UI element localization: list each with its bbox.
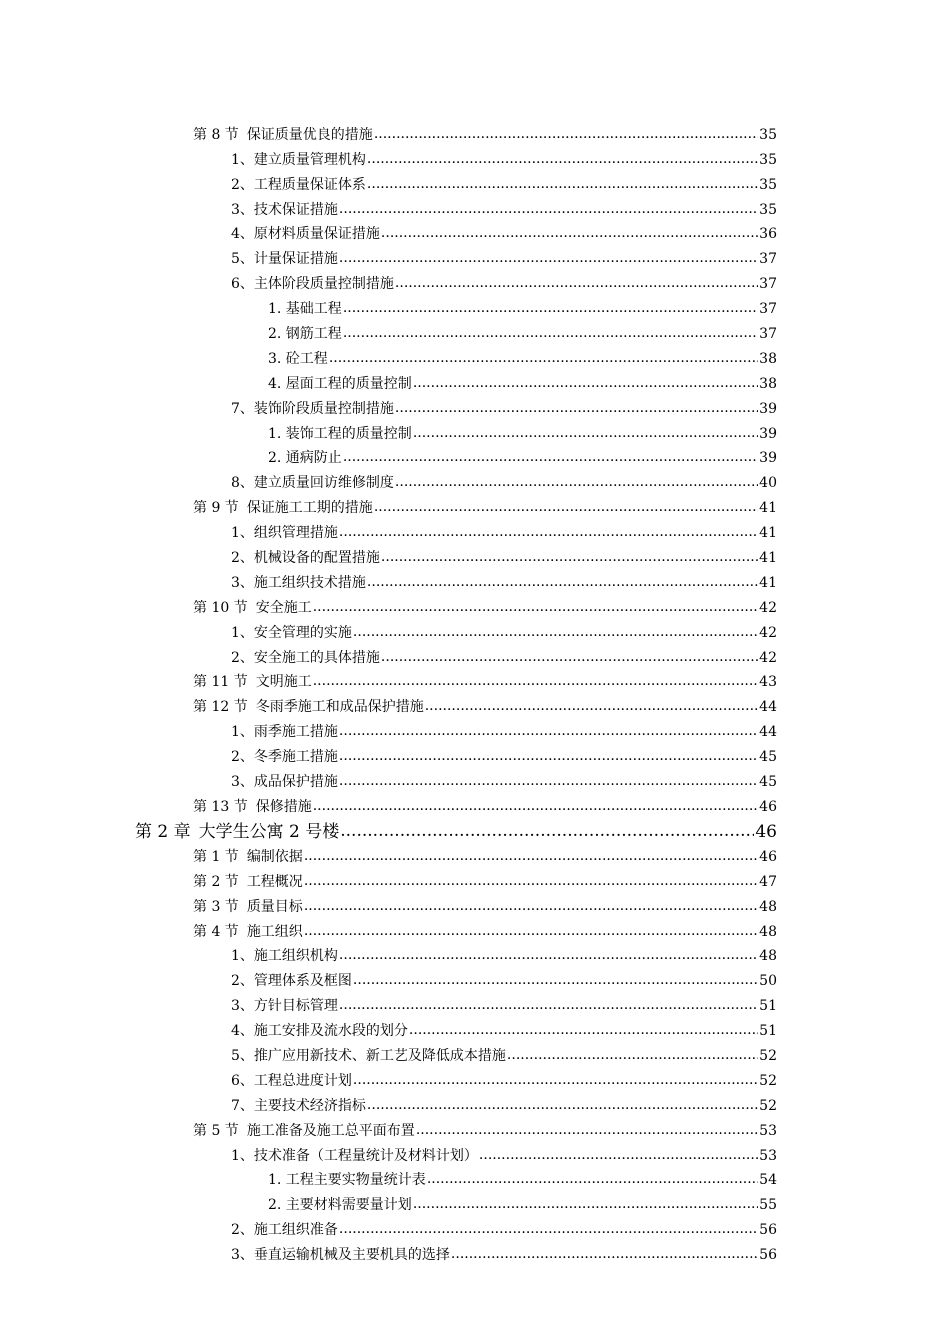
toc-entry-page-number: 37 — [759, 326, 777, 343]
toc-entry-title: 主要技术经济指标 — [253, 1097, 366, 1114]
toc-entry-page-number: 55 — [759, 1197, 777, 1214]
toc-entry[interactable] — [0, 1116, 950, 1141]
toc-entry-number: 3、 — [231, 1247, 254, 1264]
toc-entry[interactable] — [0, 643, 950, 668]
toc-entry-number: 2、 — [231, 1222, 254, 1239]
toc-entry-number: 第 1 节 — [193, 848, 239, 865]
toc-entry-number: 3、 — [231, 998, 254, 1015]
toc-entry[interactable] — [0, 1240, 950, 1265]
toc-entry-number: 第 8 节 — [193, 126, 239, 143]
toc-entry-page-number: 35 — [759, 126, 777, 143]
dot-leader — [367, 150, 758, 168]
dot-leader — [451, 1245, 758, 1263]
dot-leader — [339, 523, 758, 541]
toc-entry-title: 质量目标 — [246, 898, 303, 915]
toc-entry-page-number: 37 — [759, 251, 777, 268]
dot-leader — [343, 299, 758, 317]
toc-entry-title: 方针目标管理 — [253, 998, 338, 1015]
toc-entry-number: 2、 — [231, 550, 254, 567]
dot-leader — [353, 971, 758, 989]
dot-leader — [353, 1071, 758, 1089]
toc-entry[interactable] — [0, 892, 950, 917]
dot-leader — [367, 1096, 758, 1114]
dot-leader — [425, 697, 758, 715]
dot-leader — [413, 374, 758, 392]
toc-entry-number: 1、 — [231, 724, 254, 741]
toc-entry-page-number: 52 — [759, 1072, 777, 1089]
toc-entry[interactable] — [0, 668, 950, 693]
toc-entry-page-number: 41 — [759, 500, 777, 517]
dot-leader — [339, 1220, 758, 1238]
toc-entry-number: 第 9 节 — [193, 500, 239, 517]
toc-entry[interactable] — [0, 792, 950, 817]
toc-entry[interactable] — [0, 867, 950, 892]
toc-entry-page-number: 50 — [759, 973, 777, 990]
toc-entry[interactable] — [0, 966, 950, 991]
dot-leader — [313, 797, 758, 815]
toc-entry[interactable] — [0, 1041, 950, 1066]
toc-entry-title: 原材料质量保证措施 — [253, 226, 380, 243]
toc-entry-page-number: 44 — [759, 724, 777, 741]
toc-entry-title: 保修措施 — [255, 798, 312, 815]
toc-entry-title: 编制依据 — [246, 848, 303, 865]
toc-entry-page-number: 47 — [759, 873, 777, 890]
dot-leader — [353, 623, 758, 641]
toc-entry[interactable] — [0, 1016, 950, 1041]
toc-entry-number: 第 13 节 — [193, 798, 248, 815]
toc-entry[interactable] — [0, 1141, 950, 1166]
toc-entry-page-number: 40 — [759, 475, 777, 492]
toc-entry-title: 3. 砼工程 — [268, 350, 328, 367]
dot-leader — [367, 175, 758, 193]
dot-leader — [395, 473, 758, 491]
toc-entry[interactable] — [0, 1190, 950, 1215]
toc-entry-page-number: 46 — [759, 848, 777, 865]
toc-entry-title: 安全管理的实施 — [253, 624, 352, 641]
toc-entry-number: 5、 — [231, 251, 254, 268]
toc-entry-number: 4、 — [231, 226, 254, 243]
toc-entry-page-number: 45 — [759, 774, 777, 791]
dot-leader — [329, 349, 758, 367]
toc-entry-title: 主体阶段质量控制措施 — [253, 276, 394, 293]
toc-entry[interactable] — [0, 717, 950, 742]
toc-entry-number: 第 12 节 — [193, 699, 248, 716]
toc-entry[interactable] — [0, 767, 950, 792]
toc-entry-page-number: 51 — [759, 998, 777, 1015]
toc-entry-title: 1. 装饰工程的质量控制 — [268, 425, 412, 442]
toc-entry[interactable] — [0, 1091, 950, 1116]
toc-entry-number: 2、 — [231, 649, 254, 666]
dot-leader — [413, 424, 758, 442]
toc-entry[interactable] — [0, 120, 950, 145]
toc-entry-title: 施工组织技术措施 — [253, 574, 366, 591]
toc-entry-number: 6、 — [231, 276, 254, 293]
toc-entry-page-number: 42 — [759, 649, 777, 666]
toc-entry-title: 4. 屋面工程的质量控制 — [268, 375, 412, 392]
toc-entry[interactable] — [0, 493, 950, 518]
toc-entry-page-number: 56 — [759, 1222, 777, 1239]
toc-entry-number: 7、 — [231, 1097, 254, 1114]
dot-leader — [395, 274, 758, 292]
toc-entry[interactable] — [0, 369, 950, 394]
dot-leader — [304, 897, 758, 915]
toc-entry-title: 安全施工的具体措施 — [253, 649, 380, 666]
table-of-contents — [0, 120, 950, 1265]
toc-entry-title: 计量保证措施 — [253, 251, 338, 268]
toc-entry-page-number: 52 — [759, 1047, 777, 1064]
toc-entry[interactable] — [0, 195, 950, 220]
toc-entry[interactable] — [0, 692, 950, 717]
toc-entry-number: 2、 — [231, 973, 254, 990]
dot-leader — [427, 1170, 758, 1188]
toc-entry-page-number: 45 — [759, 749, 777, 766]
toc-entry-number: 2、 — [231, 749, 254, 766]
dot-leader — [343, 448, 758, 466]
toc-entry-page-number: 39 — [759, 425, 777, 442]
toc-entry-page-number: 41 — [759, 574, 777, 591]
dot-leader — [381, 648, 758, 666]
toc-entry[interactable] — [0, 543, 950, 568]
toc-entry-number: 第 2 章 — [135, 821, 191, 842]
toc-entry-title: 工程质量保证体系 — [253, 176, 366, 193]
toc-entry-title: 技术准备（工程量统计及材料计划） — [253, 1147, 478, 1164]
toc-entry[interactable] — [0, 244, 950, 269]
toc-entry[interactable] — [0, 1215, 950, 1240]
toc-entry-title: 机械设备的配置措施 — [253, 550, 380, 567]
dot-leader — [304, 922, 758, 940]
toc-entry-title: 组织管理措施 — [253, 525, 338, 542]
toc-entry-title: 文明施工 — [255, 674, 312, 691]
toc-entry-title: 技术保证措施 — [253, 201, 338, 218]
toc-entry-page-number: 44 — [759, 699, 777, 716]
toc-entry[interactable] — [0, 742, 950, 767]
toc-entry-page-number: 54 — [759, 1172, 777, 1189]
dot-leader — [339, 772, 758, 790]
toc-entry-page-number: 41 — [759, 550, 777, 567]
toc-entry-number: 8、 — [231, 475, 254, 492]
toc-entry-page-number: 46 — [755, 821, 777, 842]
toc-entry[interactable] — [0, 593, 950, 618]
dot-leader — [313, 598, 758, 616]
toc-entry-page-number: 56 — [759, 1247, 777, 1264]
toc-entry-title: 1. 基础工程 — [268, 301, 342, 318]
toc-entry-number: 第 3 节 — [193, 898, 239, 915]
toc-entry-page-number: 51 — [759, 1023, 777, 1040]
toc-entry[interactable] — [0, 942, 950, 967]
dot-leader — [304, 847, 758, 865]
toc-entry-title: 保证质量优良的措施 — [246, 126, 373, 143]
toc-entry[interactable] — [0, 319, 950, 344]
dot-leader — [374, 498, 758, 516]
toc-entry-title: 工程概况 — [246, 873, 303, 890]
toc-entry-number: 第 10 节 — [193, 599, 248, 616]
toc-entry-number: 3、 — [231, 201, 254, 218]
toc-entry-title: 装饰阶段质量控制措施 — [253, 400, 394, 417]
toc-entry-title: 大学生公寓 2 号楼 — [198, 821, 340, 842]
toc-entry[interactable] — [0, 269, 950, 294]
toc-entry-page-number: 37 — [759, 276, 777, 293]
toc-entry-title: 施工组织 — [246, 923, 303, 940]
toc-entry-title: 安全施工 — [255, 599, 312, 616]
dot-leader — [339, 200, 758, 218]
dot-leader — [343, 324, 758, 342]
toc-entry-number: 1、 — [231, 1147, 254, 1164]
toc-entry-page-number: 35 — [759, 176, 777, 193]
toc-entry-page-number: 39 — [759, 450, 777, 467]
dot-leader — [479, 1146, 758, 1164]
toc-entry[interactable] — [0, 1066, 950, 1091]
dot-leader — [339, 946, 758, 964]
dot-leader — [367, 573, 758, 591]
toc-entry[interactable] — [0, 220, 950, 245]
dot-leader — [507, 1046, 758, 1064]
toc-entry-page-number: 48 — [759, 898, 777, 915]
toc-entry-page-number: 38 — [759, 375, 777, 392]
dot-leader — [409, 1021, 758, 1039]
toc-entry-page-number: 35 — [759, 201, 777, 218]
toc-entry[interactable] — [0, 991, 950, 1016]
toc-entry-number: 第 5 节 — [193, 1122, 239, 1139]
dot-leader — [340, 822, 754, 840]
toc-entry-number: 4、 — [231, 1023, 254, 1040]
toc-entry-number: 3、 — [231, 774, 254, 791]
toc-entry-title: 1. 工程主要实物量统计表 — [268, 1172, 426, 1189]
dot-leader — [339, 249, 758, 267]
toc-entry-page-number: 53 — [759, 1147, 777, 1164]
toc-entry[interactable] — [0, 468, 950, 493]
toc-entry-page-number: 52 — [759, 1097, 777, 1114]
toc-entry[interactable] — [0, 145, 950, 170]
toc-entry-title: 雨季施工措施 — [253, 724, 338, 741]
toc-entry[interactable] — [0, 344, 950, 369]
dot-leader — [304, 872, 758, 890]
toc-entry-title: 保证施工工期的措施 — [246, 500, 373, 517]
toc-entry-page-number: 36 — [759, 226, 777, 243]
toc-entry-page-number: 39 — [759, 400, 777, 417]
toc-entry[interactable] — [0, 294, 950, 319]
toc-entry-title: 施工安排及流水段的划分 — [253, 1023, 408, 1040]
toc-entry-page-number: 48 — [759, 948, 777, 965]
toc-entry-number: 第 4 节 — [193, 923, 239, 940]
toc-entry-title: 管理体系及框图 — [253, 973, 352, 990]
toc-entry-page-number: 48 — [759, 923, 777, 940]
toc-entry-number: 第 2 节 — [193, 873, 239, 890]
dot-leader — [339, 996, 758, 1014]
dot-leader — [413, 1195, 758, 1213]
toc-entry-number: 7、 — [231, 400, 254, 417]
toc-entry-page-number: 53 — [759, 1122, 777, 1139]
toc-entry[interactable] — [0, 170, 950, 195]
toc-entry-number: 2、 — [231, 176, 254, 193]
toc-entry-title: 施工组织准备 — [253, 1222, 338, 1239]
toc-entry-title: 成品保护措施 — [253, 774, 338, 791]
toc-entry-page-number: 43 — [759, 674, 777, 691]
toc-entry-title: 2. 通病防止 — [268, 450, 342, 467]
toc-entry-number: 1、 — [231, 624, 254, 641]
toc-entry[interactable] — [0, 1166, 950, 1191]
toc-entry[interactable] — [0, 817, 950, 842]
toc-entry-page-number: 35 — [759, 151, 777, 168]
toc-entry-title: 建立质量回访维修制度 — [253, 475, 394, 492]
toc-entry[interactable] — [0, 842, 950, 867]
toc-entry[interactable] — [0, 518, 950, 543]
toc-entry-title: 冬雨季施工和成品保护措施 — [255, 699, 424, 716]
dot-leader — [416, 1121, 758, 1139]
toc-entry-page-number: 42 — [759, 624, 777, 641]
toc-entry-title: 建立质量管理机构 — [253, 151, 366, 168]
toc-entry-page-number: 46 — [759, 798, 777, 815]
toc-entry-title: 施工组织机构 — [253, 948, 338, 965]
toc-entry-page-number: 41 — [759, 525, 777, 542]
toc-entry[interactable] — [0, 444, 950, 469]
toc-entry-title: 推广应用新技术、新工艺及降低成本措施 — [253, 1047, 506, 1064]
toc-entry-title: 垂直运输机械及主要机具的选择 — [253, 1247, 450, 1264]
toc-entry-number: 3、 — [231, 574, 254, 591]
toc-entry-title: 冬季施工措施 — [253, 749, 338, 766]
toc-entry-number: 1、 — [231, 948, 254, 965]
dot-leader — [339, 722, 758, 740]
dot-leader — [381, 548, 758, 566]
toc-entry-number: 5、 — [231, 1047, 254, 1064]
toc-entry-number: 第 11 节 — [193, 674, 248, 691]
toc-entry-title: 2. 钢筋工程 — [268, 326, 342, 343]
toc-entry-number: 6、 — [231, 1072, 254, 1089]
dot-leader — [381, 224, 758, 242]
dot-leader — [313, 672, 758, 690]
toc-entry-page-number: 42 — [759, 599, 777, 616]
toc-entry-title: 施工准备及施工总平面布置 — [246, 1122, 415, 1139]
toc-entry[interactable] — [0, 419, 950, 444]
toc-entry[interactable] — [0, 618, 950, 643]
dot-leader — [374, 125, 758, 143]
toc-entry[interactable] — [0, 568, 950, 593]
toc-entry-title: 工程总进度计划 — [253, 1072, 352, 1089]
toc-entry-page-number: 38 — [759, 350, 777, 367]
toc-entry-page-number: 37 — [759, 301, 777, 318]
dot-leader — [339, 747, 758, 765]
toc-entry-number: 1、 — [231, 151, 254, 168]
toc-entry[interactable] — [0, 917, 950, 942]
toc-entry-title: 2. 主要材料需要量计划 — [268, 1197, 412, 1214]
toc-entry[interactable] — [0, 394, 950, 419]
dot-leader — [395, 399, 758, 417]
toc-entry-number: 1、 — [231, 525, 254, 542]
